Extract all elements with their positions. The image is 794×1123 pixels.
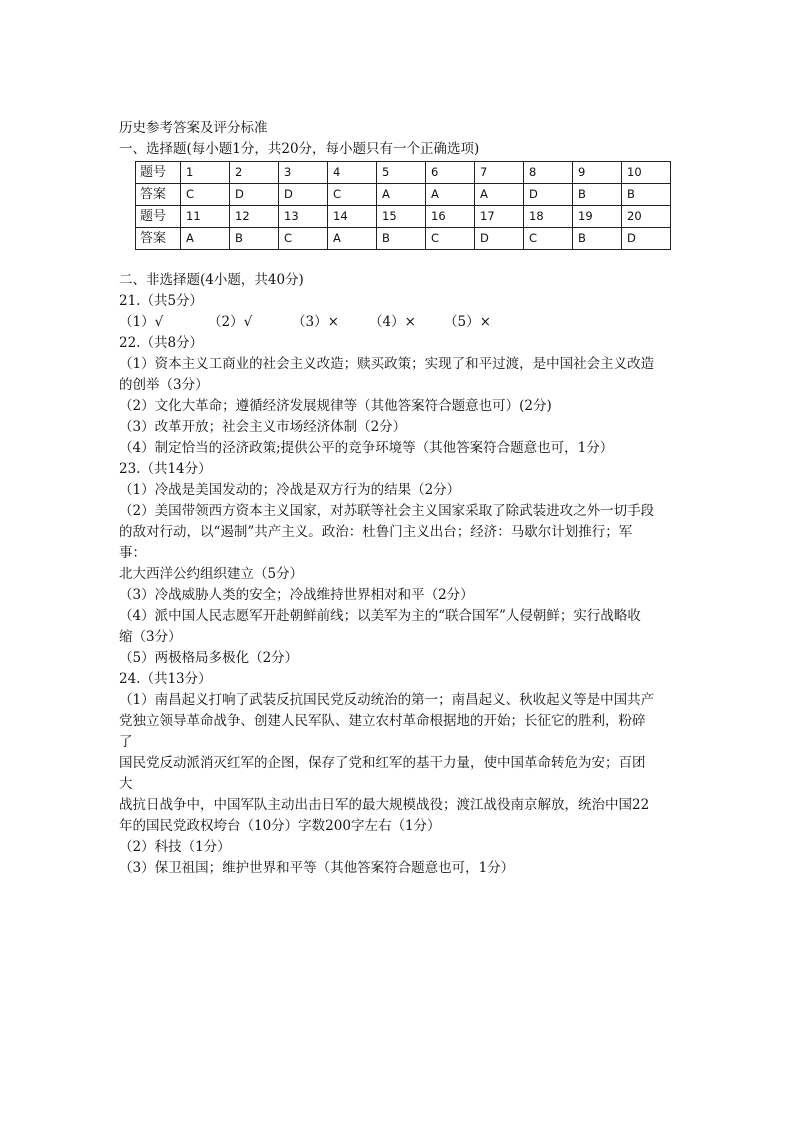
table-cell: 13 <box>279 206 328 228</box>
table-cell: 4 <box>328 162 377 184</box>
table-cell: B <box>622 184 671 206</box>
row-label: 答案 <box>136 184 181 206</box>
table-cell: D <box>524 184 573 206</box>
table-cell: 18 <box>524 206 573 228</box>
answer-line: （2）科技（1分） <box>119 839 231 855</box>
table-cell: 2 <box>230 162 279 184</box>
table-cell: 7 <box>475 162 524 184</box>
answer-line: （4）制定恰当的泾济政策;提供公平的竞争环境等（其他答案符合题意也可，1分） <box>119 440 614 456</box>
answer-line: （5）两极格局多极化（2分） <box>119 650 299 666</box>
answer-line: （1）南昌起义打响了武装反抗国民党反动统治的第一；南昌起义、秋收起义等是中国共产 <box>119 692 655 708</box>
answer-line: （2）文化大革命；遵循经济发展规律等（其他答案符合题意也可）(2分) <box>119 398 552 414</box>
q21-mark: （5）× <box>444 314 491 330</box>
table-cell: 8 <box>524 162 573 184</box>
answer-line: 党独立领导革命战争、创建人民军队、建立农村革命根据地的开始；长征它的胜利，粉碎 <box>119 713 646 729</box>
table-cell: 14 <box>328 206 377 228</box>
section1-heading: 一、选择题(每小题1分，共20分，每小题只有一个正确选项) <box>119 141 480 157</box>
answer-table-row <box>136 162 671 184</box>
section2-heading: 二、非选择题(4小题，共40分) <box>119 272 304 288</box>
document-title: 历史参考答案及评分标准 <box>119 120 268 136</box>
table-cell: 16 <box>426 206 475 228</box>
table-cell: A <box>475 184 524 206</box>
q21-marks <box>119 312 679 333</box>
table-cell: A <box>181 228 230 250</box>
answer-line: 北大西洋公约组织建立（5分） <box>119 566 304 582</box>
table-cell: 12 <box>230 206 279 228</box>
answer-line: 大 <box>119 776 133 792</box>
table-cell: B <box>573 228 622 250</box>
q22-title: 22.（共8分） <box>119 335 204 351</box>
q23-answers <box>119 480 679 669</box>
table-cell: A <box>377 184 426 206</box>
answer-line: 了 <box>119 734 133 750</box>
answer-line: 缩（3分） <box>119 629 182 645</box>
table-cell: C <box>524 228 573 250</box>
table-cell: B <box>230 228 279 250</box>
table-cell: 11 <box>181 206 230 228</box>
q24-answers <box>119 690 679 879</box>
row-label: 题号 <box>136 206 181 228</box>
answer-line: 的创举（3分） <box>119 377 209 393</box>
answer-line: （1）冷战是美国发动的；冷战是双方行为的结果（2分） <box>119 482 461 498</box>
q22-answers <box>119 354 679 459</box>
choice-answer-table <box>135 161 671 250</box>
answer-line: 战抗日战争中，中国军队主动出击日军的最大规模战役；渡江战役南京解放，统治中国22 <box>119 797 650 813</box>
answer-line: 事： <box>119 545 146 561</box>
table-cell: C <box>181 184 230 206</box>
table-cell: D <box>622 228 671 250</box>
table-cell: C <box>426 228 475 250</box>
table-cell: C <box>328 184 377 206</box>
q21-mark: （2）√ <box>208 314 253 330</box>
table-cell: 3 <box>279 162 328 184</box>
table-cell: 19 <box>573 206 622 228</box>
table-cell: D <box>475 228 524 250</box>
table-cell: A <box>328 228 377 250</box>
table-cell: 5 <box>377 162 426 184</box>
answer-line: 国民党反动派消灭红军的企图，保存了党和红军的基干力量，使中国革命转危为安；百团 <box>119 755 646 771</box>
answer-line: （3）改革开放；社会主义市场经济体制（2分） <box>119 419 407 435</box>
q21-mark: （4）× <box>369 314 416 330</box>
table-cell: 17 <box>475 206 524 228</box>
answer-line: （3）冷战威胁人类的安全；冷战维持世界相对和平（2分） <box>119 587 474 603</box>
table-cell: D <box>279 184 328 206</box>
answer-table-row <box>136 184 671 206</box>
table-cell: D <box>230 184 279 206</box>
q23-title: 23.（共14分） <box>119 461 212 477</box>
table-cell: 9 <box>573 162 622 184</box>
answer-table-row <box>136 206 671 228</box>
q21-mark: （1）√ <box>119 314 164 330</box>
table-cell: 20 <box>622 206 671 228</box>
table-cell: C <box>279 228 328 250</box>
q21-mark: （3）× <box>292 314 339 330</box>
table-cell: B <box>377 228 426 250</box>
row-label: 答案 <box>136 228 181 250</box>
table-cell: 1 <box>181 162 230 184</box>
table-cell: 10 <box>622 162 671 184</box>
q24-title: 24.（共13分） <box>119 671 212 687</box>
table-cell: A <box>426 184 475 206</box>
answer-table-row <box>136 228 671 250</box>
answer-line: （1）资本主义工商业的社会主义改造；赎买政策；实现了和平过渡，是中国社会主义改造 <box>119 356 655 372</box>
answer-line: 的敌对行动，以“遏制”共产主义。政治：杜鲁门主义出台；经济：马歇尔计划推行；军 <box>119 524 633 540</box>
q21-title: 21.（共5分） <box>119 293 204 309</box>
row-label: 题号 <box>136 162 181 184</box>
answer-line: （4）派中国人民志愿军开赴朝鲜前线；以美军为主的“联合国军”人侵朝鲜；实行战略收 <box>119 608 641 624</box>
table-cell: 6 <box>426 162 475 184</box>
table-cell: B <box>573 184 622 206</box>
table-cell: 15 <box>377 206 426 228</box>
answer-line: （3）保卫祖国；维护世界和平等（其他答案符合题意也可，1分） <box>119 860 515 876</box>
answer-key-document <box>119 118 679 879</box>
answer-line: 年的国民党政权垮台（10分）字数200字左右（1分） <box>119 818 441 834</box>
answer-line: （2）美国带领西方资本主义国家，对苏联等社会主义国家采取了除武装进攻之外一切手段 <box>119 503 655 519</box>
